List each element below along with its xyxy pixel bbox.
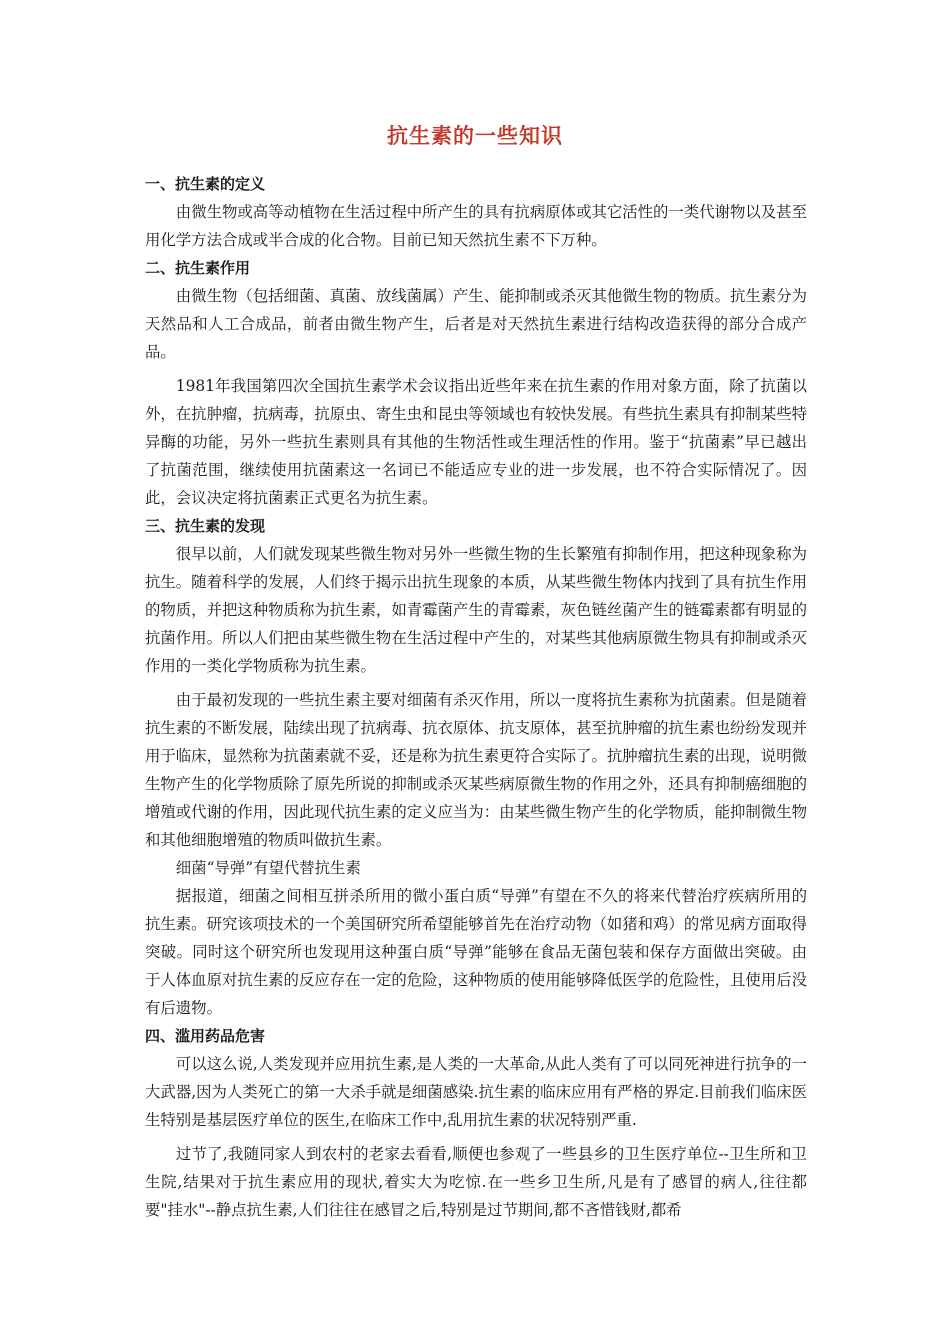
paragraph: 可以这么说,人类发现并应用抗生素,是人类的一大革命,从此人类有了可以同死神进行抗争的一大武器,因为人类死亡的第一大杀手就是细菌感染.抗生素的临床应用有严格的界定.目前我们临床医生特别是基层医疗单位的医生,在临床工作中,乱用抗生素的状况特别严重. xyxy=(145,1055,807,1129)
paragraph: 由微生物或高等动植物在生活过程中所产生的具有抗病原体或其它活性的一类代谢物以及甚至用化学方法合成或半合成的化合物。目前已知天然抗生素不下万种。 xyxy=(145,203,807,249)
section-heading: 一、抗生素的定义 xyxy=(145,175,266,193)
paragraph: 由于最初发现的一些抗生素主要对细菌有杀灭作用，所以一度将抗生素称为抗菌素。但是随着抗生素的不断发展，陆续出现了抗病毒、抗衣原体、抗支原体，甚至抗肿瘤的抗生素也纷纷发现并用于临床，显然称为抗菌素就不妥，还是称为抗生素更符合实际了。抗肿瘤抗生素的出现，说明微生物产生的化学物质除了原先所说的抑制或杀灭某些病原微生物的作用之外，还具有抑制癌细胞的增殖或代谢的作用，因此现代抗生素的定义应当为：由某些微生物产生的化学物质，能抑制微生物和其他细胞增殖的物质叫做抗生素。 xyxy=(145,691,807,849)
section-drug-abuse xyxy=(145,1022,807,1224)
section-function xyxy=(145,254,807,512)
document-body xyxy=(145,170,807,1224)
paragraph: 由微生物（包括细菌、真菌、放线菌属）产生、能抑制或杀灭其他微生物的物质。抗生素分为天然品和人工合成品，前者由微生物产生，后者是对天然抗生素进行结构改造获得的部分合成产品。 xyxy=(145,287,807,361)
page-title: 抗生素的一些知识 xyxy=(387,124,563,148)
section-discovery xyxy=(145,512,807,1022)
section-heading: 四、滥用药品危害 xyxy=(145,1027,266,1045)
subheading: 细菌“导弹”有望代替抗生素 xyxy=(175,859,361,877)
section-heading: 二、抗生素作用 xyxy=(145,259,251,277)
paragraph: 很早以前，人们就发现某些微生物对另外一些微生物的生长繁殖有抑制作用，把这种现象称为抗生。随着科学的发展，人们终于揭示出抗生现象的本质，从某些微生物体内找到了具有抗生作用的物质，并把这种物质称为抗生素，如青霉菌产生的青霉素，灰色链丝菌产生的链霉素都有明显的抗菌作用。所以人们把由某些微生物在生活过程中产生的，对某些其他病原微生物具有抑制或杀灭作用的一类化学物质称为抗生素。 xyxy=(145,545,807,675)
paragraph: 过节了,我随同家人到农村的老家去看看,顺便也参观了一些县乡的卫生医疗单位--卫生所和卫生院,结果对于抗生素应用的现状,着实大为吃惊.在一些乡卫生所,凡是有了感冒的病人,往往都要"挂水"--静点抗生素,人们往往在感冒之后,特别是过节期间,都不吝惜钱财,都希 xyxy=(145,1145,807,1219)
paragraph: 1981年我国第四次全国抗生素学术会议指出近些年来在抗生素的作用对象方面，除了抗菌以外，在抗肿瘤，抗病毒，抗原虫、寄生虫和昆虫等领域也有较快发展。有些抗生素具有抑制某些特异酶的功能，另外一些抗生素则具有其他的生物活性或生理活性的作用。鉴于“抗菌素”早已越出了抗菌范围，继续使用抗菌素这一名词已不能适应专业的进一步发展，也不符合实际情况了。因此，会议决定将抗菌素正式更名为抗生素。 xyxy=(145,377,807,507)
section-heading: 三、抗生素的发现 xyxy=(145,517,266,535)
paragraph: 据报道，细菌之间相互拼杀所用的微小蛋白质“导弹”有望在不久的将来代替治疗疾病所用的抗生素。研究该项技术的一个美国研究所希望能够首先在治疗动物（如猪和鸡）的常见病方面取得突破。同时这个研究所也发现用这种蛋白质“导弹”能够在食品无菌包装和保存方面做出突破。由于人体血原对抗生素的反应存在一定的危险，这种物质的使用能够降低医学的危险性，且使用后没有后遗物。 xyxy=(145,887,807,1017)
section-definition xyxy=(145,170,807,254)
